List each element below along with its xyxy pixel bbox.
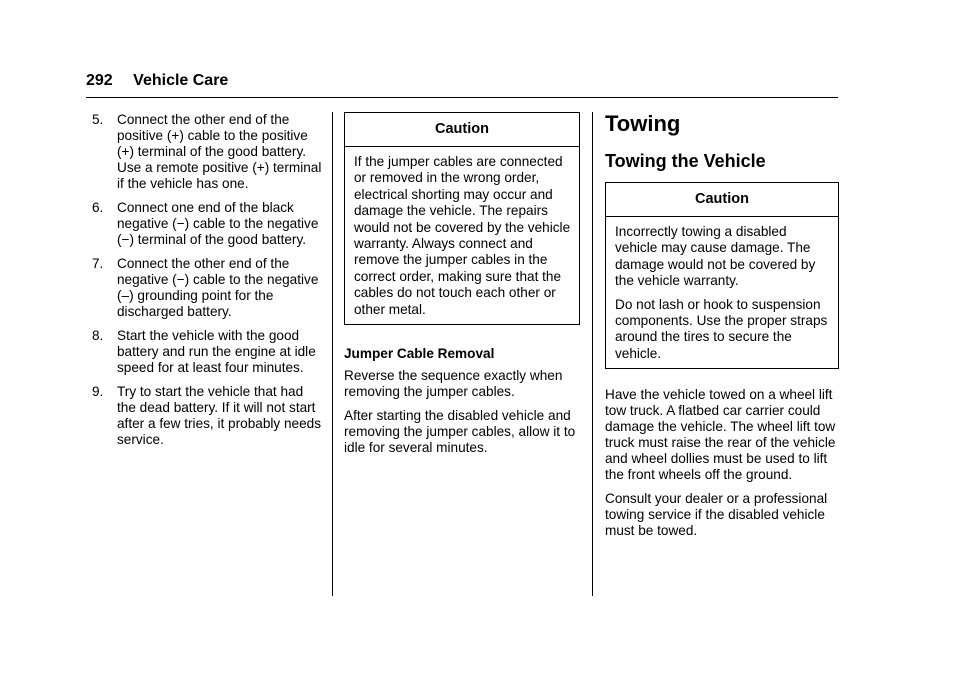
list-item [92, 328, 324, 376]
body-paragraph: Consult your dealer or a professional towing service if the disabled vehicle must be towed. [605, 491, 828, 539]
middle-column [344, 112, 580, 464]
body-paragraph: Reverse the sequence exactly when removing the jumper cables. [344, 368, 563, 400]
page-header [86, 72, 228, 90]
list-item [92, 112, 324, 192]
step-number: 9. [92, 384, 104, 399]
towing-caution-box [605, 182, 839, 369]
caution-title: Caution [606, 183, 838, 217]
list-item [92, 384, 324, 448]
step-number: 6. [92, 200, 104, 215]
step-number: 8. [92, 328, 104, 343]
column-divider-right [592, 112, 593, 596]
list-item [92, 256, 324, 320]
caution-text: Do not lash or hook to suspension components. Use the proper straps around the tires to secure the vehicle. [615, 296, 828, 361]
jumper-cable-removal-heading: Jumper Cable Removal [344, 346, 495, 362]
caution-text: Incorrectly towing a disabled vehicle may cause damage. The damage would not be covered by the vehicle warranty. [615, 224, 816, 289]
step-number: 5. [92, 112, 104, 127]
caution-text: If the jumper cables are connected or removed in the wrong order, electrical shorting may occur and damage the vehicle. The repairs would not be covered by the vehicle warranty. Always connect and remove the jumper cables in the correct order, making sure that the cables do not touch each other or other metal. [354, 154, 571, 317]
body-paragraph: After starting the disabled vehicle and removing the jumper cables, allow it to idle for several minutes. [344, 408, 576, 456]
towing-heading: Towing [605, 111, 681, 136]
jumper-cable-caution-box [344, 112, 580, 325]
step-text: Connect the other end of the positive (+) cable to the positive (+) terminal of the good battery. Use a remote positive (+) terminal if the vehicle has one. [117, 112, 322, 191]
step-text: Start the vehicle with the good battery and run the engine at idle speed for at least four minutes. [117, 328, 316, 375]
page-number: 292 [86, 72, 113, 89]
list-item [92, 200, 324, 248]
right-column [605, 112, 839, 547]
step-number: 7. [92, 256, 104, 271]
step-text: Connect one end of the black negative (−) cable to the negative (−) terminal of the good battery. [117, 200, 319, 247]
left-column [92, 112, 324, 456]
jump-start-steps [92, 112, 324, 448]
body-paragraph: Have the vehicle towed on a wheel lift tow truck. A flatbed car carrier could damage the vehicle. The wheel lift tow truck must raise the rear of the vehicle and wheel dollies must be used to lift the front wheels off the ground. [605, 387, 836, 483]
caution-body [606, 217, 838, 368]
step-text: Try to start the vehicle that had the dead battery. If it will not start after a few tries, it probably needs service. [117, 384, 322, 447]
towing-the-vehicle-heading: Towing the Vehicle [605, 151, 766, 171]
header-rule [86, 97, 838, 98]
column-divider-left [332, 112, 333, 596]
step-text: Connect the other end of the negative (−) cable to the negative (–) grounding point for the discharged battery. [117, 256, 319, 319]
section-title: Vehicle Care [133, 72, 229, 89]
caution-title: Caution [345, 113, 579, 147]
caution-body [345, 147, 579, 324]
